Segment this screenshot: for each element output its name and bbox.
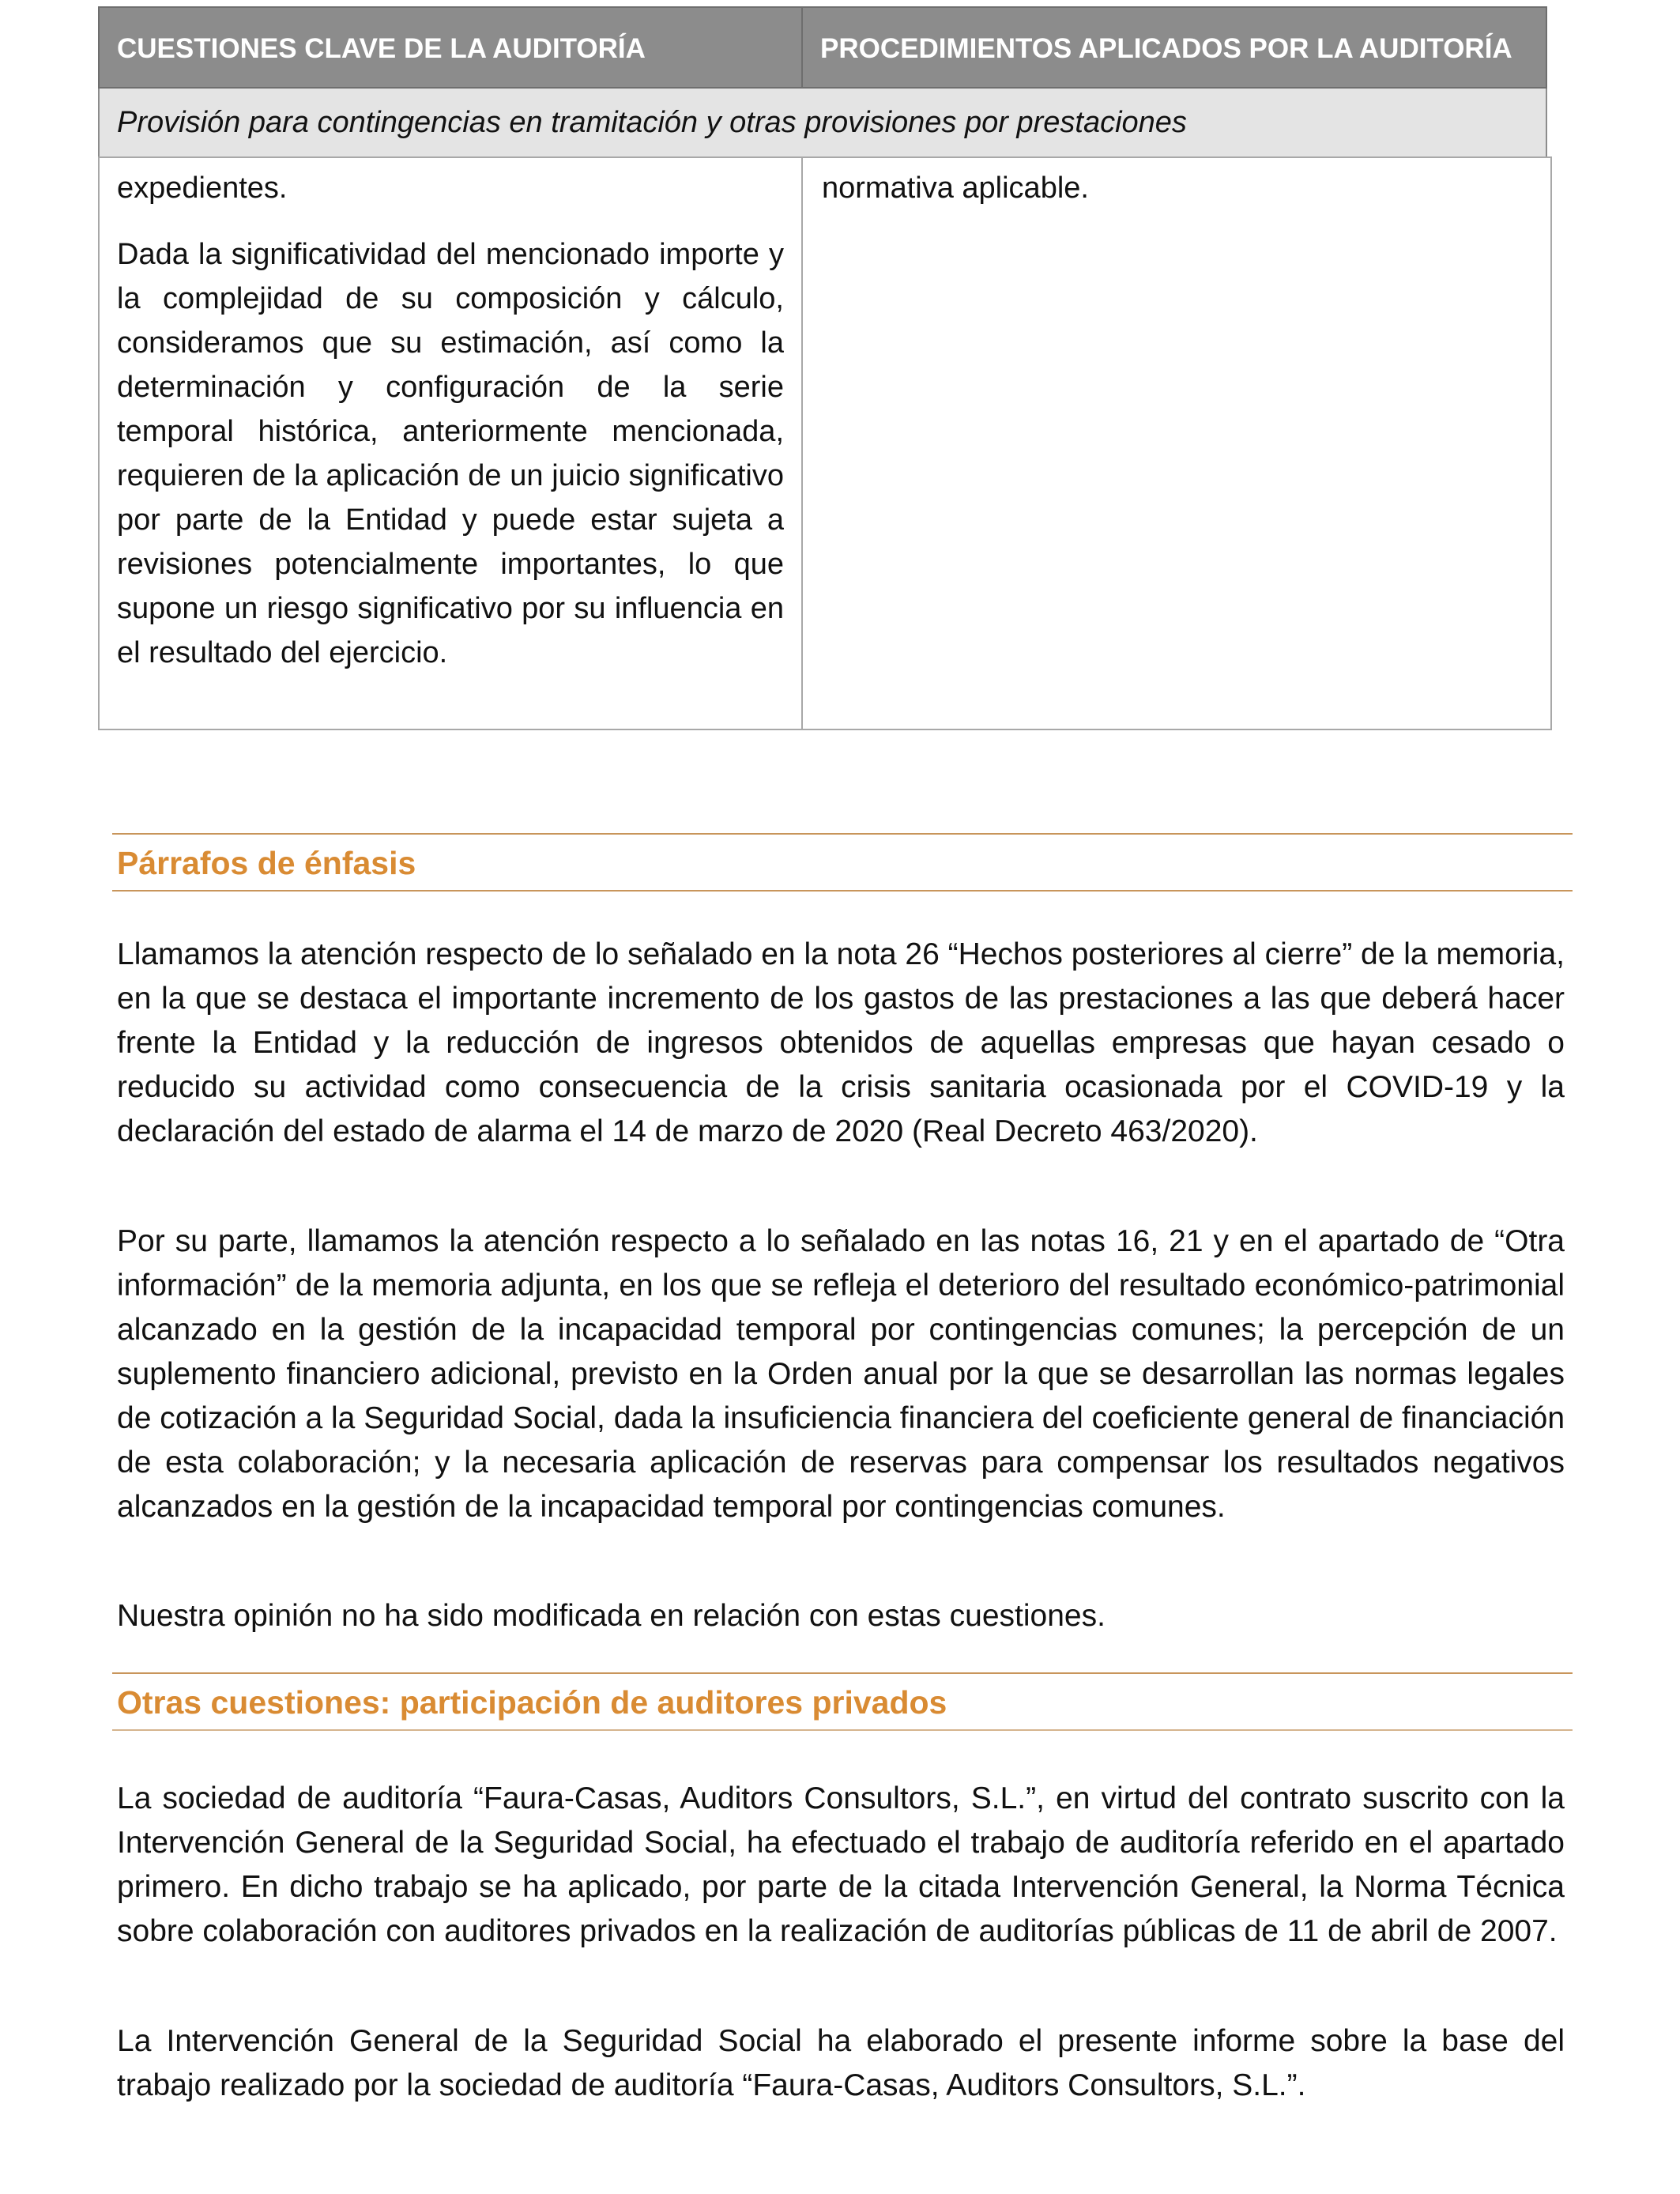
- header-audit-procedures: PROCEDIMIENTOS APLICADOS POR LA AUDITORÍA: [820, 33, 1512, 64]
- table-cell-key-matter: [100, 158, 803, 729]
- table-body-row: [98, 156, 1552, 730]
- section-heading-other-matters: Otras cuestiones: participación de auditores privados: [112, 1672, 1573, 1731]
- section-heading-emphasis: Párrafos de énfasis: [112, 833, 1573, 892]
- header-key-audit-matters: CUESTIONES CLAVE DE LA AUDITORÍA: [100, 8, 803, 87]
- key-audit-matters-table: [98, 6, 1547, 669]
- table-subheader: Provisión para contingencias en tramitación y otras provisiones por prestaciones: [98, 89, 1547, 156]
- table-header-row: [98, 6, 1547, 89]
- emphasis-paragraph: Nuestra opinión no ha sido modificada en relación con estas cuestiones.: [117, 1599, 1106, 1633]
- other-matters-paragraph: La Intervención General de la Seguridad Social ha elaborado el presente informe sobre la base del trabajo realizado por la sociedad de auditoría “Faura-Casas, Auditors Consultors, S.L.”.: [117, 2024, 1565, 2102]
- table-cell-procedures: [803, 158, 1550, 729]
- emphasis-paragraph: Llamamos la atención respecto de lo señalado en la nota 26 “Hechos posteriores al cierre” de la memoria, en la que se destaca el importante incremento de los gastos de las prestaciones a las que deberá hacer frente la Entidad y la reducción de ingresos obtenidos de aquellas empresas que hayan cesado o reducido su actividad como consecuencia de la crisis sanitaria ocasionada por el COVID-19 y la declaración del estado de alarma el 14 de marzo de 2020 (Real Decreto 463/2020).: [117, 937, 1565, 1148]
- emphasis-paragraph: Por su parte, llamamos la atención respecto a lo señalado en las notas 16, 21 y en el apartado de “Otra información” de la memoria adjunta, en los que se refleja el deterioro del resultado económico-patrimonial alcanzado en la gestión de la incapacidad temporal por contingencias comunes; la percepción de un suplemento financiero adicional, previsto en la Orden anual por la que se desarrollan las normas legales de cotización a la Seguridad Social, dada la insuficiencia financiera del coeficiente general de financiación de esta colaboración; y la necesaria aplicación de reservas para compensar los resultados negativos alcanzados en la gestión de la incapacidad temporal por contingencias comunes.: [117, 1224, 1565, 1524]
- cell-paragraph: Dada la significatividad del mencionado importe y la complejidad de su composición y cálculo, consideramos que su estimación, así como la determinación y configuración de la serie temporal histórica, anteriormente mencionada, requieren de la aplicación de un juicio significativo por parte de la Entidad y puede estar sujeta a revisiones potencialmente importantes, lo que supone un riesgo significativo por su influencia en el resultado del ejercicio.: [117, 238, 784, 669]
- cell-text-continuation: expedientes.: [117, 172, 288, 205]
- cell-text-continuation: normativa aplicable.: [822, 172, 1089, 205]
- other-matters-paragraph: La sociedad de auditoría “Faura-Casas, Auditors Consultors, S.L.”, en virtud del contrato suscrito con la Intervención General de la Seguridad Social, ha efectuado el trabajo de auditoría referido en el apartado primero. En dicho trabajo se ha aplicado, por parte de la citada Intervención General, la Norma Técnica sobre colaboración con auditores privados en la realización de auditorías públicas de 11 de abril de 2007.: [117, 1781, 1565, 1948]
